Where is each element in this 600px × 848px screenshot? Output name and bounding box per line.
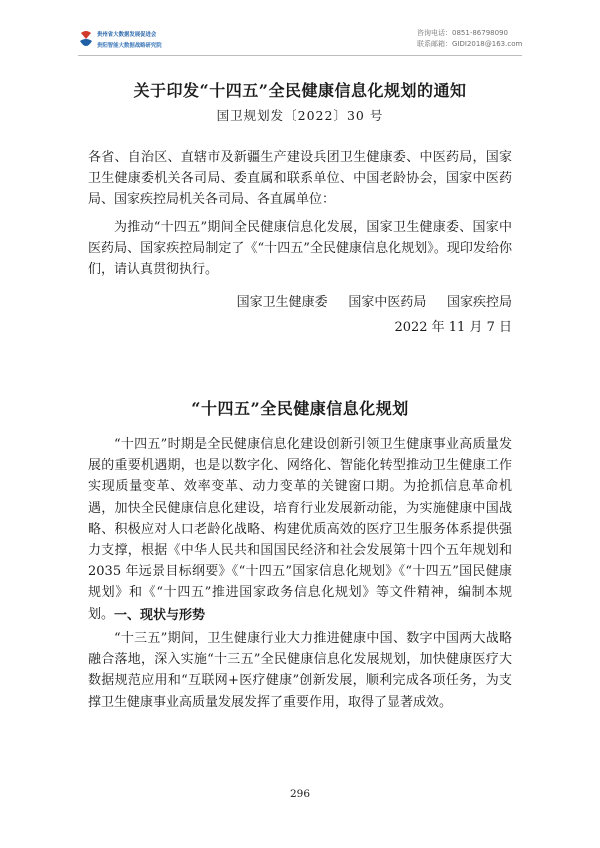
notice-body: 为推动“十四五”期间全民健康信息化发展，国家卫生健康委、国家中医药局、国家疾控局制定了《“十四五”全民健康信息化规划》。现印发给你们，请认真贯彻执行。 — [88, 220, 512, 278]
contact-phone: 咨询电话：0851-86798090 — [417, 29, 508, 37]
plan-intro: “十四五”时期是全民健康信息化建设创新引领卫生健康事业高质量发展的重要机遇期，也是以数字化、网络化、智能化转型推动卫生健康工作实现质量变革、效率变革、动力变革的关键窗口期。为抢抓信息革命机遇，加快全民健康信息化建设，培育行业发展新动能，为实施健康中国战略、积极应对人口老龄化战略、构建优质高效的医疗卫生服务体系提供强力支撑，根据《中华人民共和国国民经济和社会发展第十四个五年规划和 2035 年远景目标纲要》《“十四五”国家信息化规划》《“十四五”国民健康规划》和《“十四五”推进国家政务信息化规划》等文件精神，编制本规划。 — [88, 437, 512, 622]
notice-date: 2022 年 11 月 7 日 — [394, 320, 512, 335]
document-number: 国卫规划发〔2022〕30 号 — [216, 108, 384, 123]
plan-title: “十四五”全民健康信息化规划 — [191, 399, 409, 418]
logo-line-1: 贵州省大数据发展促进会 — [97, 32, 157, 38]
header-divider — [78, 55, 522, 56]
contact-info — [417, 28, 522, 50]
logo-emblem-icon — [78, 29, 94, 51]
notice-recipients: 各省、自治区、直辖市及新疆生产建设兵团卫生健康委、中医药局，国家卫生健康委机关各司局、委直属和联系单位、中国老龄协会，国家中医药局、国家疾控局机关各司局、各直属单位： — [88, 150, 512, 208]
contact-email: 联系邮箱：GIDI2018@163.com — [417, 40, 523, 48]
section-heading: 一、现状与形势 — [114, 608, 206, 623]
page-header — [0, 0, 600, 58]
section-paragraph: “十三五”期间，卫生健康行业大力推进健康中国、数字中国两大战略融合落地，深入实施“十三五”全民健康信息化发展规划，加快健康医疗大数据规范应用和“互联网+医疗健康”创新发展，顺利完成各项任务，为支撑卫生健康事业高质量发展发挥了重要作用，取得了显著成效。 — [88, 631, 512, 710]
page-number: 296 — [289, 788, 311, 800]
notice-title: 关于印发“十四五”全民健康信息化规划的通知 — [133, 81, 467, 100]
organization-logo — [78, 28, 178, 54]
notice-issuers: 国家卫生健康委 国家中医药局 国家疾控局 — [236, 295, 512, 310]
logo-line-2: 贵阳智能大数据战略研究院 — [97, 43, 162, 49]
